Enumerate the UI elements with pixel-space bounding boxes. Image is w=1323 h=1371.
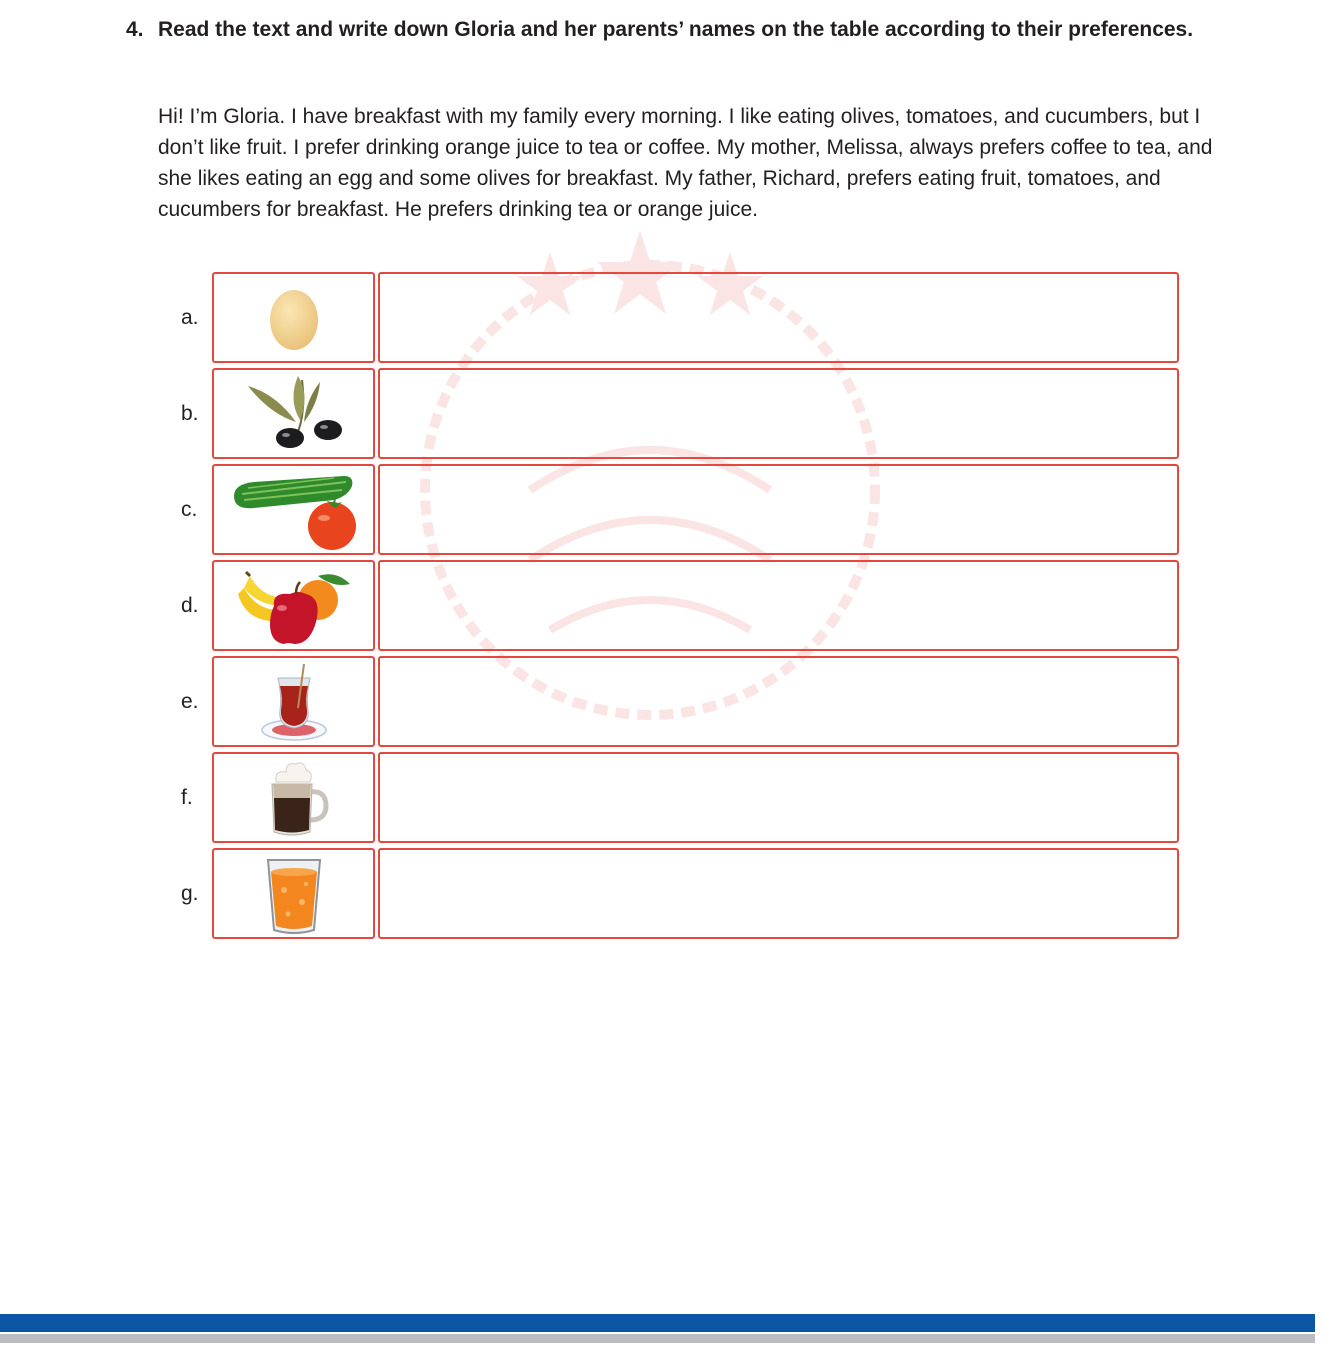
table-row bbox=[0, 656, 1323, 747]
table-row bbox=[0, 848, 1323, 939]
olives-icon bbox=[214, 370, 373, 457]
reading-passage: Hi! I’m Gloria. I have breakfast with my family every morning. I like eating olives, tomatoes, and cucumbers, but I don’t like fruit. I prefer drinking orange juice to tea or coffee. My mother, Melissa, always prefers coffee to tea, and she likes eating an egg and some olives for breakfast. My father, Richard, prefers eating fruit, tomatoes, and cucumbers for breakfast. He prefers drinking tea or orange juice. bbox=[158, 105, 1213, 221]
picture-box bbox=[212, 656, 375, 747]
picture-box bbox=[212, 368, 375, 459]
picture-box bbox=[212, 272, 375, 363]
row-letter: f. bbox=[181, 786, 193, 809]
tea-glass-icon bbox=[214, 658, 373, 745]
answer-box[interactable] bbox=[378, 656, 1179, 747]
table-row bbox=[0, 752, 1323, 843]
table-row bbox=[0, 272, 1323, 363]
cucumber-tomato-icon bbox=[214, 466, 373, 553]
row-letter: g. bbox=[181, 882, 199, 905]
answer-box[interactable] bbox=[378, 848, 1179, 939]
answer-box[interactable] bbox=[378, 464, 1179, 555]
picture-box bbox=[212, 464, 375, 555]
answer-box[interactable] bbox=[378, 272, 1179, 363]
question-instruction: Read the text and write down Gloria and her parents’ names on the table according to their preferences. bbox=[158, 18, 1194, 41]
fruit-icon bbox=[214, 562, 373, 649]
row-letter: a. bbox=[181, 306, 199, 329]
row-letter: d. bbox=[181, 594, 199, 617]
picture-box bbox=[212, 848, 375, 939]
table-row bbox=[0, 464, 1323, 555]
footer-bar-gray bbox=[0, 1334, 1315, 1343]
answer-box[interactable] bbox=[378, 368, 1179, 459]
answer-box[interactable] bbox=[378, 560, 1179, 651]
row-letter: b. bbox=[181, 402, 199, 425]
table-row bbox=[0, 560, 1323, 651]
answer-box[interactable] bbox=[378, 752, 1179, 843]
orange-juice-icon bbox=[214, 850, 373, 937]
footer-bar-blue bbox=[0, 1314, 1315, 1332]
row-letter: c. bbox=[181, 498, 198, 521]
row-letter: e. bbox=[181, 690, 199, 713]
question-number: 4. bbox=[126, 18, 144, 41]
question bbox=[126, 14, 1216, 45]
table-row bbox=[0, 368, 1323, 459]
picture-box bbox=[212, 752, 375, 843]
egg-icon bbox=[214, 274, 373, 361]
picture-box bbox=[212, 560, 375, 651]
coffee-mug-icon bbox=[214, 754, 373, 841]
